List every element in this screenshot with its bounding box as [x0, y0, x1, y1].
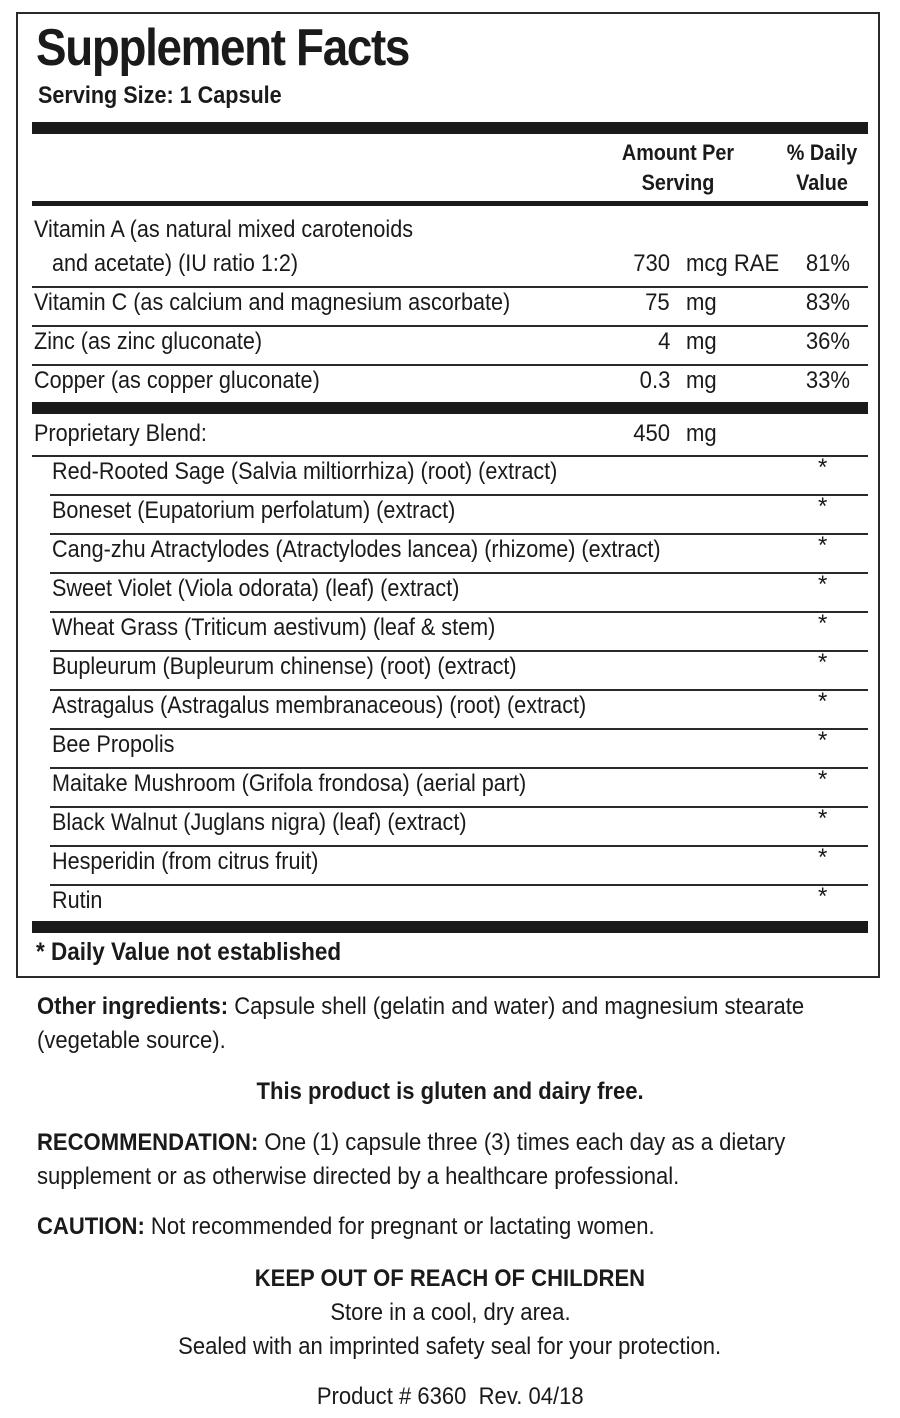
- nutrient-daily-value: 33%: [805, 367, 850, 394]
- other-ingredients-text: Capsule shell (gelatin and water) and magnesium stearate: [228, 993, 805, 1020]
- keep-out-heading: [0, 1262, 900, 1296]
- recommendation-text-cont: supplement or as otherwise directed by a healthcare professional.: [37, 1163, 680, 1190]
- supplement-facts-panel: [16, 12, 880, 978]
- nutrient-amount: 0.3: [639, 367, 670, 394]
- nutrient-amount: 730: [633, 250, 670, 277]
- blend-row-divider: [50, 494, 868, 496]
- blend-item-name: Black Walnut (Juglans nigra) (leaf) (extract): [52, 809, 467, 836]
- nutrient-unit: mg: [686, 289, 717, 316]
- blend-item-name: Bee Propolis: [52, 731, 175, 758]
- product-number-line: [0, 1380, 900, 1414]
- nutrient-name-cont: and acetate) (IU ratio 1:2): [52, 250, 299, 277]
- blend-item-daily-value: *: [818, 688, 828, 715]
- serving-size: Serving Size: 1 Capsule: [38, 82, 282, 109]
- blend-item-daily-value: *: [818, 883, 828, 910]
- blend-item-daily-value: *: [818, 844, 828, 871]
- blend-item-name: Hesperidin (from citrus fruit): [52, 848, 319, 875]
- row-divider: [32, 364, 868, 366]
- blend-item-daily-value: *: [818, 493, 828, 520]
- blend-row-divider: [50, 533, 868, 535]
- blend-item-name: Sweet Violet (Viola odorata) (leaf) (extract): [52, 575, 460, 602]
- blend-item-daily-value: *: [818, 571, 828, 598]
- amount-header-line2: Serving: [641, 170, 715, 195]
- blend-item-name: Red-Rooted Sage (Salvia miltiorrhiza) (root) (extract): [52, 458, 558, 485]
- nutrient-name: Vitamin C (as calcium and magnesium ascorbate): [34, 289, 511, 316]
- blend-row-divider: [50, 728, 868, 730]
- dv-header-line1: % Daily: [786, 140, 858, 165]
- blend-item-daily-value: *: [818, 727, 828, 754]
- nutrient-daily-value: 36%: [805, 328, 850, 355]
- daily-value-header: [775, 138, 869, 198]
- safety-seal-text: Sealed with an imprinted safety seal for your protection.: [178, 1333, 722, 1360]
- recommendation-label: RECOMMENDATION:: [37, 1129, 259, 1156]
- other-ingredients: [37, 990, 877, 1058]
- nutrient-name: Copper (as copper gluconate): [34, 367, 320, 394]
- row-divider: [32, 325, 868, 327]
- blend-row-divider: [50, 884, 868, 886]
- blend-name: Proprietary Blend:: [34, 420, 207, 447]
- nutrient-amount: 75: [645, 289, 670, 316]
- panel-title: Supplement Facts: [36, 19, 410, 77]
- blend-row-divider: [50, 845, 868, 847]
- blend-unit: mg: [686, 420, 717, 447]
- nutrient-name: Vitamin A (as natural mixed carotenoids: [34, 216, 414, 243]
- blend-item-name: Boneset (Eupatorium perfolatum) (extract): [52, 497, 456, 524]
- nutrient-unit: mg: [686, 328, 717, 355]
- amount-per-serving-header: [615, 138, 741, 198]
- blend-item-name: Rutin: [52, 887, 103, 914]
- blend-amount: 450: [633, 420, 670, 447]
- nutrient-amount: 4: [657, 328, 670, 355]
- storage-text: Store in a cool, dry area.: [329, 1299, 571, 1326]
- gluten-dairy-statement: [0, 1075, 900, 1109]
- blend-item-daily-value: *: [818, 805, 828, 832]
- medium-divider: [32, 201, 868, 206]
- row-divider: [32, 286, 868, 288]
- nutrient-name: Zinc (as zinc gluconate): [34, 328, 263, 355]
- blend-item-daily-value: *: [818, 454, 828, 481]
- blend-row-divider: [50, 650, 868, 652]
- recommendation-text: One (1) capsule three (3) times each day as a dietary: [258, 1129, 786, 1156]
- blend-row-divider: [50, 806, 868, 808]
- storage-line: [0, 1296, 900, 1330]
- blend-item-name: Astragalus (Astragalus membranaceous) (root) (extract): [52, 692, 587, 719]
- gluten-dairy-text: This product is gluten and dairy free.: [256, 1078, 644, 1105]
- blend-item-name: Wheat Grass (Triticum aestivum) (leaf & stem): [52, 614, 496, 641]
- blend-item-daily-value: *: [818, 610, 828, 637]
- nutrient-unit: mcg RAE: [686, 250, 780, 277]
- nutrient-daily-value: 83%: [805, 289, 850, 316]
- caution: [37, 1210, 877, 1244]
- amount-header-line1: Amount Per: [621, 140, 735, 165]
- recommendation: [37, 1126, 877, 1194]
- blend-row-divider: [50, 572, 868, 574]
- blend-item-daily-value: *: [818, 532, 828, 559]
- nutrient-daily-value: 81%: [805, 250, 850, 277]
- daily-value-footnote: * Daily Value not established: [36, 938, 342, 966]
- blend-row-divider: [50, 767, 868, 769]
- safety-seal-line: [0, 1330, 900, 1364]
- caution-text: Not recommended for pregnant or lactating women.: [144, 1213, 655, 1240]
- blend-row-divider: [50, 689, 868, 691]
- keep-out-text: KEEP OUT OF REACH OF CHILDREN: [254, 1265, 646, 1292]
- blend-row-divider: [50, 611, 868, 613]
- nutrient-unit: mg: [686, 367, 717, 394]
- caution-label: CAUTION:: [37, 1213, 145, 1240]
- thick-divider-blend: [32, 402, 868, 414]
- blend-item-name: Maitake Mushroom (Grifola frondosa) (aerial part): [52, 770, 527, 797]
- product-number-text: Product # 6360 Rev. 04/18: [316, 1383, 584, 1410]
- blend-item-name: Cang-zhu Atractylodes (Atractylodes lancea) (rhizome) (extract): [52, 536, 661, 563]
- other-ingredients-label: Other ingredients:: [37, 993, 229, 1020]
- blend-item-daily-value: *: [818, 649, 828, 676]
- other-ingredients-text-cont: (vegetable source).: [37, 1027, 226, 1054]
- dv-header-line2: Value: [796, 170, 848, 195]
- thick-divider-bottom: [32, 921, 868, 933]
- row-divider: [32, 455, 868, 457]
- blend-item-name: Bupleurum (Bupleurum chinense) (root) (extract): [52, 653, 517, 680]
- thick-divider-top: [32, 122, 868, 134]
- blend-item-daily-value: *: [818, 766, 828, 793]
